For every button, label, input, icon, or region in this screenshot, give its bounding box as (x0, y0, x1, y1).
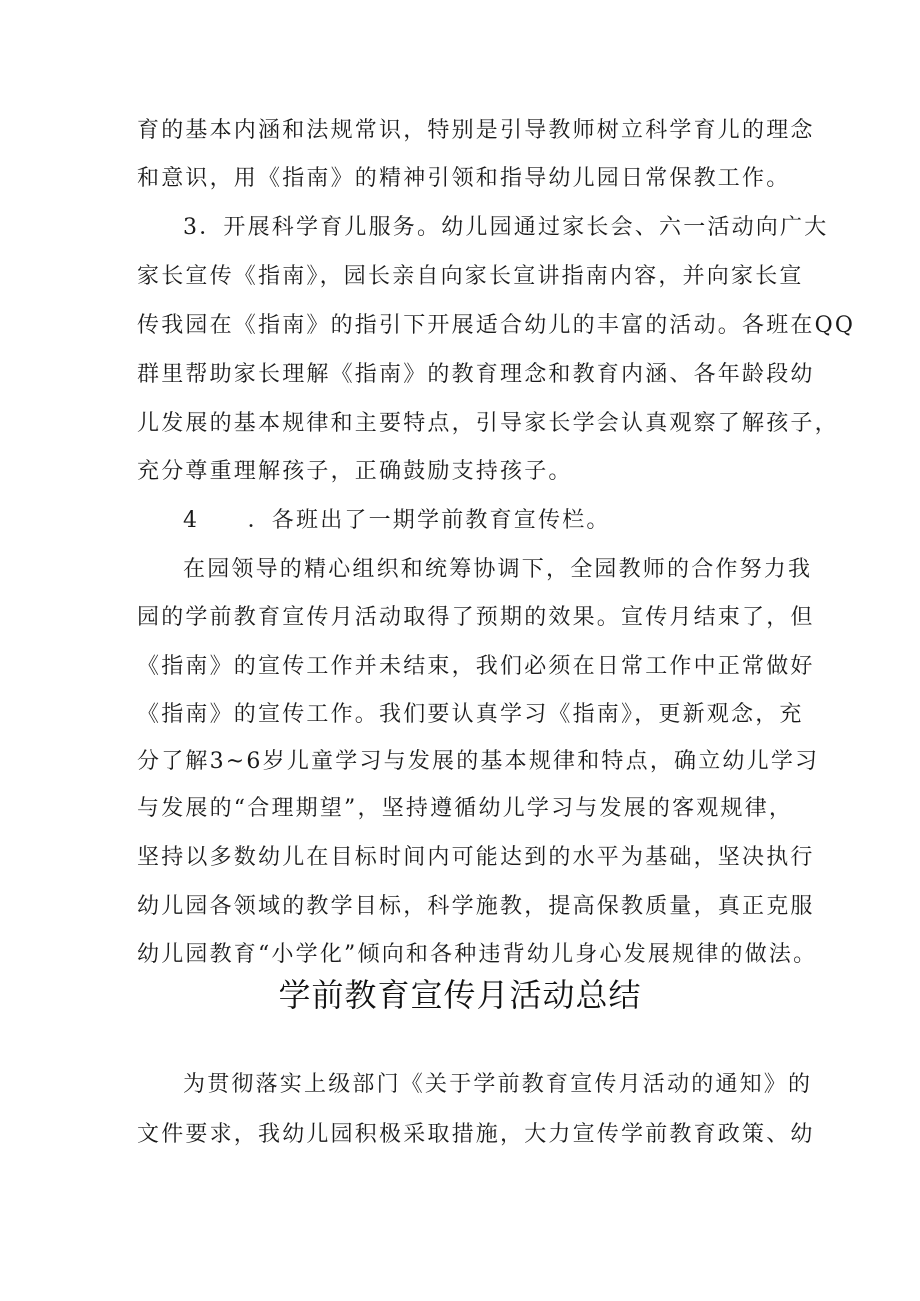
text-line: 群里帮助家长理解《指南》的教育理念和教育内涵、各年龄段幼 (137, 362, 815, 387)
text-line: 充分尊重理解孩子，正确鼓励支持孩子。 (137, 459, 573, 484)
text-line: 和意识，用《指南》的精神引领和指导幼儿园日常保教工作。 (137, 166, 791, 191)
text-line: 儿发展的基本规律和主要特点，引导家长学会认真观察了解孩子， (137, 411, 839, 436)
text-line: 在园领导的精心组织和统筹协调下，全园教师的合作努力我 (183, 557, 813, 582)
text-line: 与发展的“合理期望”，坚持遵循幼儿学习与发展的客观规律， (137, 796, 794, 821)
text-line: 4 ．各班出了一期学前教育宣传栏。 (183, 508, 611, 533)
text-line: 文件要求，我幼儿园积极采取措施，大力宣传学前教育政策、幼 (137, 1122, 815, 1147)
text-line: 为贯彻落实上级部门《关于学前教育宣传月活动的通知》的 (183, 1072, 813, 1097)
text-line: 《指南》的宣传工作。我们要认真学习《指南》，更新观念，充 (137, 702, 804, 727)
text-line: 传我园在《指南》的指引下开展适合幼儿的丰富的活动。各班在QQ (137, 313, 856, 338)
text-line: 《指南》的宣传工作并未结束，我们必须在日常工作中正常做好 (137, 654, 815, 679)
text-line: 幼儿园各领域的教学目标，科学施教，提高保教质量，真正克服 (137, 894, 815, 919)
text-line: 育的基本内涵和法规常识，特别是引导教师树立科学育儿的理念 (137, 118, 815, 143)
text-line: 分了解3~6岁儿童学习与发展的基本规律和特点，确立幼儿学习 (137, 749, 820, 774)
text-line: 3．开展科学育儿服务。幼儿园通过家长会、六一活动向广大 (183, 215, 829, 240)
text-line: 幼儿园教育“小学化”倾向和各种违背幼儿身心发展规律的做法。 (137, 942, 818, 967)
text-line: 家长宣传《指南》，园长亲自向家长宣讲指南内容，并向家长宣 (137, 264, 804, 289)
page-title: 学前教育宣传月活动总结 (278, 976, 642, 1014)
text-line: 园的学前教育宣传月活动取得了预期的效果。宣传月结束了，但 (137, 605, 815, 630)
text-line: 坚持以多数幼儿在目标时间内可能达到的水平为基础，坚决执行 (137, 845, 815, 870)
